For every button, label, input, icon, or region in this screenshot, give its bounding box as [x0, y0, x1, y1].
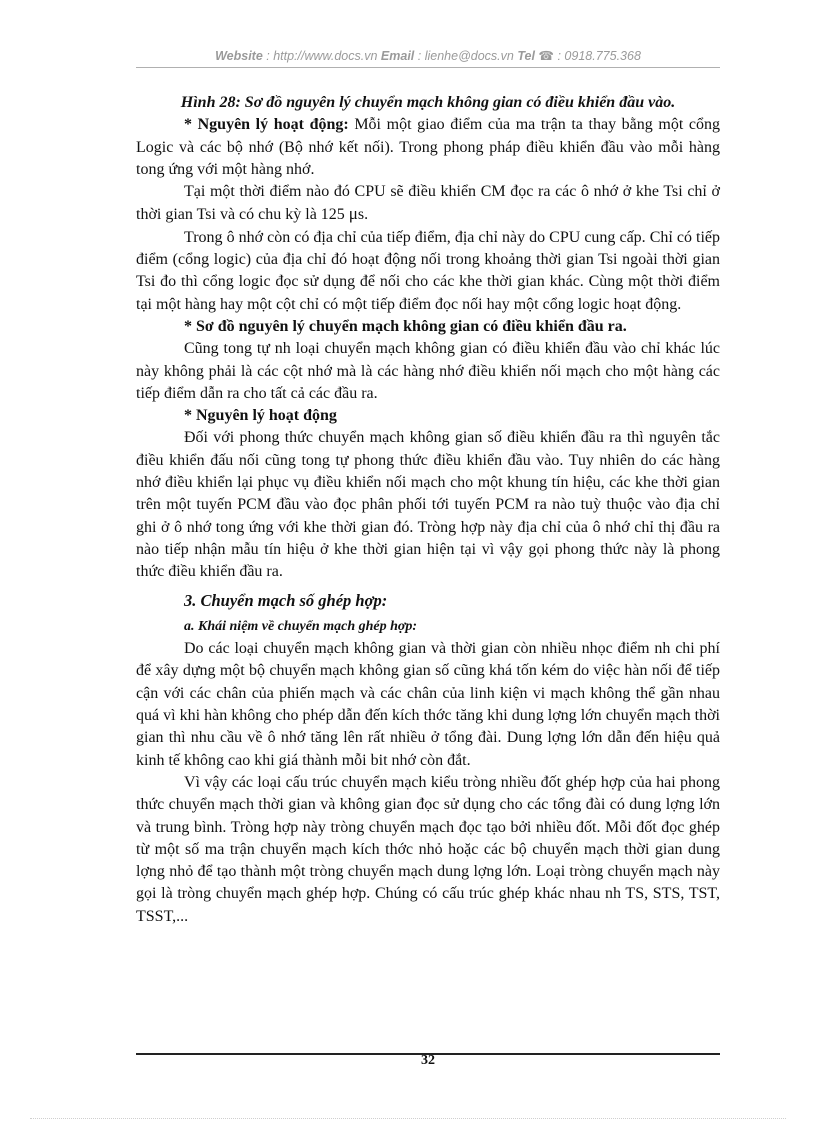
section-heading-combined-switching: 3. Chuyển mạch số ghép hợp:: [184, 590, 388, 610]
paragraph-output-method: Đối với phong thức chuyển mạch không gian số điều khiển đầu ra thì nguyên tắc điều khiển đấu nối cũng tong tự phong thức điều khiển đầu vào. Tuy nhiên do các hàng nhớ điều khiển lại phục vụ điều khiển nối mạch cho một khung tín hiệu, các khe thời gian trên một tuyến PCM đầu vào đọc phân phối tới tuyến PCM ra nào tuỳ thuộc vào địa chỉ ghi ở ô nhớ tong ứng với khe thời gian đó. Tròng hợp này địa chỉ của ô nhớ chỉ thị đầu ra nào tiếp nhận mẫu tín hiệu ở khe thời gian hiện tại vì vậy gọi phong thức này là phong thức điều khiển đầu ra.: [136, 429, 720, 581]
paragraph-cpu-control: [136, 181, 720, 227]
bottom-dotted-border: [30, 1118, 786, 1119]
subsection-heading-concept: a. Khái niệm về chuyển mạch ghép hợp:: [184, 618, 418, 634]
mu-symbol: μ: [348, 204, 358, 224]
paragraph-memory-address: Trong ô nhớ còn có địa chỉ của tiếp điểm, địa chỉ này do CPU cung cấp. Chỉ có tiếp điểm (cổng logic) của địa chỉ đó hoạt động nối trong khoảng thời gian Tsi ngoài thời gian Tsi đo thì cổng logic đọc sử dụng để nối cho các khe thời gian khác. Cùng một thời điểm tại một hàng hay một cột chỉ có một tiếp điểm đọc nối hay một cổng logic hoạt động.: [136, 228, 720, 313]
email-label: Email: [380, 49, 415, 63]
heading-principle-output: * Nguyên lý hoạt động: [184, 407, 337, 425]
paragraph-combined-structures: Vì vậy các loại cấu trúc chuyển mạch kiểu tròng nhiều đốt ghép hợp của hai phong thức chuyển mạch thời gian và không gian đọc sử dụng cho các tổng đài có dung lợng lớn và trung bình. Tròng hợp này tròng chuyển mạch đọc tạo bởi nhiều đốt. Mỗi đốt đọc ghép từ một số ma trận chuyển mạch kích thớc nhỏ hoặc các bộ chuyển mạch thời gian dung lợng nhỏ để tạo thành một tròng chuyển mạch dung lợng lớn. Loại tròng chuyển mạch này gọi là tròng chuyển mạch ghép hợp. Chúng có cấu trúc ghép khác nhau nh TS, STS, TST, TSST,...: [136, 773, 720, 925]
email-value: : lienhe@docs.vn: [417, 49, 514, 63]
principle-text: Mỗi một giao điểm của ma trận ta thay bằng một cổng Logic và các bộ nhớ (Bộ nhớ kết nối). Trong phong pháp điều khiển đầu vào mỗi hàng tong ứng với một hàng nhớ.: [136, 116, 721, 178]
website-value: : http://www.docs.vn: [266, 49, 378, 63]
page-header: [136, 48, 720, 63]
paragraph-drawbacks: Do các loại chuyển mạch không gian và thời gian còn nhiều nhọc điểm nh chi phí để xây dựng một bộ chuyển mạch không gian số cũng khá tốn kém do việc hàn nối để tiếp cận với các chân của phiến mạch và các chân của linh kiện vi mạch không thể gần nhau quá vì khi hàn không cho phép dẫn đến kích thớc tăng khi dung lợng lớn chuyển mạch thời gian thì nhu cầu về ô nhớ tăng lên rất nhiều ở tổng đài. Dung lợng lớn dẫn đến hiệu quả kinh tế không cao khi giá thành mỗi bit nhớ còn đắt.: [136, 640, 720, 769]
heading-output-control: * Sơ đồ nguyên lý chuyển mạch không gian có điều khiển đầu ra.: [184, 317, 627, 335]
document-body: [136, 92, 720, 928]
principle-lead: * Nguyên lý hoạt động:: [184, 116, 349, 134]
cpu-control-text: Tại một thời điểm nào đó CPU sẽ điều khiển CM đọc ra các ô nhớ ở khe Tsi chỉ ở thời gian Tsi và có chu kỳ là 125: [136, 183, 720, 224]
paragraph-principle-input: [136, 114, 720, 181]
tel-label: Tel: [517, 49, 535, 63]
website-label: Website: [215, 49, 263, 63]
paragraph-output-similar: Cũng tong tự nh loại chuyển mạch không gian có điều khiển đầu vào chỉ khác lúc này không phải là các cột nhớ mà là các hàng nhớ điều khiển nối mạch cho một hàng các tiếp điểm dẫn ra cho tất cả các đầu ra.: [136, 340, 720, 402]
page-number: 32: [421, 1053, 435, 1068]
figure-caption: Hình 28: Sơ đồ nguyên lý chuyển mạch không gian có điều khiển đầu vào.: [180, 94, 676, 111]
phone-icon: ☎: [538, 49, 554, 63]
tel-value: : 0918.775.368: [557, 49, 641, 63]
header-divider: [136, 67, 720, 68]
cpu-control-unit: s.: [357, 206, 369, 224]
